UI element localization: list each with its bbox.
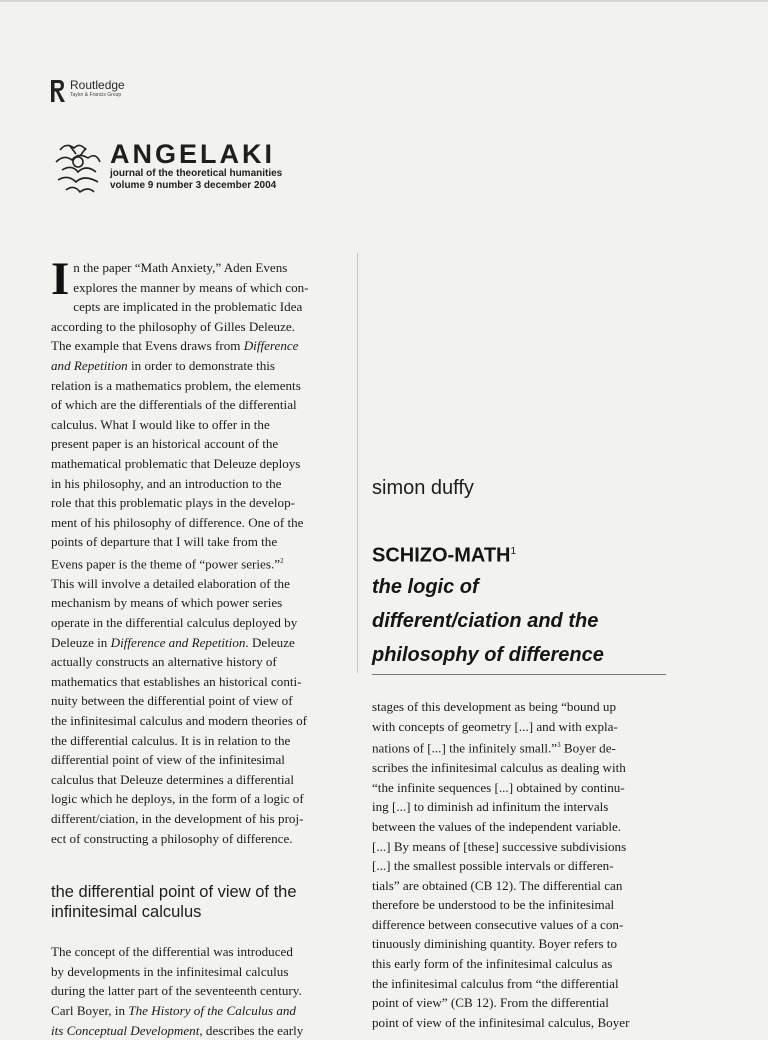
article-title: SCHIZO-MATH$^1$ <box>372 544 517 567</box>
text-line: [...] the smallest possible intervals or differen- <box>372 858 614 874</box>
italic-title: and Repetition <box>51 357 128 373</box>
text-line: n the paper “Math Anxiety,” Aden Evens <box>73 260 288 275</box>
text-line: nuity between the differential point of view of <box>51 693 293 709</box>
publisher-subtitle: Taylor & Francis Group <box>70 92 122 98</box>
text-line: ment of his philosophy of difference. One of the <box>51 514 304 530</box>
text-line: operate in the differential calculus deployed by <box>51 615 298 631</box>
text-line: cepts are implicated in the problematic Idea <box>73 299 303 315</box>
journal-subtitle: journal of the theoretical humanities <box>110 168 283 179</box>
text-line: “the infinite sequences [...] obtained by continu- <box>372 779 625 795</box>
footnote-ref[interactable]: 2 <box>280 556 284 565</box>
italic-title: Difference <box>243 338 299 354</box>
italic-title: Difference and Repetition <box>110 634 246 650</box>
section-heading: the differential point of view of the infinitesimal calculus <box>51 883 297 922</box>
text-line: scribes the infinitesimal calculus as dealing with <box>372 760 626 776</box>
routledge-r-icon <box>50 78 66 104</box>
text-line: different/ciation, in the development of his proj- <box>51 810 304 826</box>
text-line: actually constructs an alternative history of <box>51 654 277 670</box>
section-paragraph <box>51 942 344 1040</box>
text-line: the infinitesimal calculus from “the differential <box>372 975 619 991</box>
text-line: mechanism by means of which power series <box>51 595 283 611</box>
text-line: the differential calculus. It is in relation to the <box>51 732 291 748</box>
text-line: ing [...] to diminish ad infinitum the intervals <box>372 799 609 815</box>
text-line: Evens paper is the theme of “power series.”$^2$ <box>51 556 284 572</box>
footnote-ref[interactable]: 3 <box>557 741 561 750</box>
angel-emblem-icon <box>52 140 104 196</box>
text-line: and Repetition in order to demonstrate this <box>51 357 276 373</box>
text-line: during the latter part of the seventeenth century. <box>51 983 302 999</box>
right-column <box>372 697 666 1032</box>
text-line: the infinitesimal calculus and modern theories of <box>51 713 307 729</box>
text-line: [...] By means of [these] successive subdivisions <box>372 838 627 854</box>
text-line: with concepts of geometry [...] and with expla- <box>372 718 618 734</box>
text-line: therefore be understood to be the infinitesimal <box>372 897 615 913</box>
text-line: Carl Boyer, in The History of the Calculus and <box>51 1002 296 1018</box>
title-rule <box>372 674 666 675</box>
text-line: ect of constructing a philosophy of difference. <box>51 830 293 846</box>
intro-paragraph <box>51 253 344 848</box>
text-line: between the values of the independent variable. <box>372 818 622 834</box>
footnote-ref[interactable]: 1 <box>510 546 517 557</box>
text-line: explores the manner by means of which con- <box>73 279 309 295</box>
text-line: This will involve a detailed elaboration of the <box>51 575 290 591</box>
text-line: this early form of the infinitesimal calculus as <box>372 956 613 972</box>
text-line: stages of this development as being “bound up <box>372 699 617 714</box>
article-author: simon duffy <box>372 477 474 499</box>
journal-name: ANGELAKI <box>110 139 275 169</box>
top-border <box>0 0 768 2</box>
italic-title: The History of the Calculus and <box>128 1002 296 1018</box>
text-line: The concept of the differential was introduced <box>51 944 293 960</box>
text-line: mathematical problematic that Deleuze deploys <box>51 455 301 471</box>
publisher-logo <box>50 78 125 104</box>
text-line: present paper is an historical account of the <box>51 436 279 452</box>
journal-issue: volume 9 number 3 december 2004 <box>110 180 277 191</box>
text-line: calculus. What I would like to offer in the <box>51 416 270 432</box>
text-line: point of view” (CB 12). From the differential <box>372 995 609 1011</box>
text-line: according to the philosophy of Gilles Deleuze. <box>51 318 295 334</box>
text-line: differential point of view of the infinitesimal <box>51 752 285 768</box>
text-line: calculus that Deleuze determines a differential <box>51 771 294 787</box>
italic-title: its Conceptual Development <box>51 1022 200 1038</box>
drop-cap: I <box>51 253 70 305</box>
article-title-block <box>372 538 672 672</box>
column-divider <box>357 253 358 673</box>
text-line: point of view of the infinitesimal calculus, Boyer <box>372 1014 630 1030</box>
text-line: by developments in the infinitesimal calculus <box>51 963 289 979</box>
text-line: The example that Evens draws from Difference <box>51 338 299 354</box>
text-line: role that this problematic plays in the develop- <box>51 495 295 511</box>
text-line: its Conceptual Development, describes the early <box>51 1022 304 1038</box>
article-subtitle-line: the logic of <box>372 575 479 598</box>
publisher-name: Routledge <box>70 78 125 92</box>
journal-masthead <box>52 140 282 196</box>
text-line: logic which he deploys, in the form of a logic of <box>51 791 304 807</box>
text-line: difference between consecutive values of a con- <box>372 916 624 932</box>
text-line: tials” are obtained (CB 12). The differential can <box>372 877 623 893</box>
text-line: relation is a mathematics problem, the elements <box>51 377 301 393</box>
text-line: Deleuze in Difference and Repetition. Deleuze <box>51 634 295 650</box>
text-line: mathematics that establishes an historical conti- <box>51 673 302 689</box>
article-subtitle-line: different/ciation and the <box>372 609 599 632</box>
article-subtitle-line: philosophy of difference <box>372 643 604 666</box>
left-column <box>51 253 344 1040</box>
text-line: nations of [...] the infinitely small.”$^3$ Boyer de- <box>372 740 616 756</box>
text-line: points of departure that I will take from the <box>51 534 278 550</box>
text-line: of which are the differentials of the differential <box>51 397 297 413</box>
text-line: in his philosophy, and an introduction to the <box>51 475 282 491</box>
text-line: tinuously diminishing quantity. Boyer refers to <box>372 936 617 952</box>
